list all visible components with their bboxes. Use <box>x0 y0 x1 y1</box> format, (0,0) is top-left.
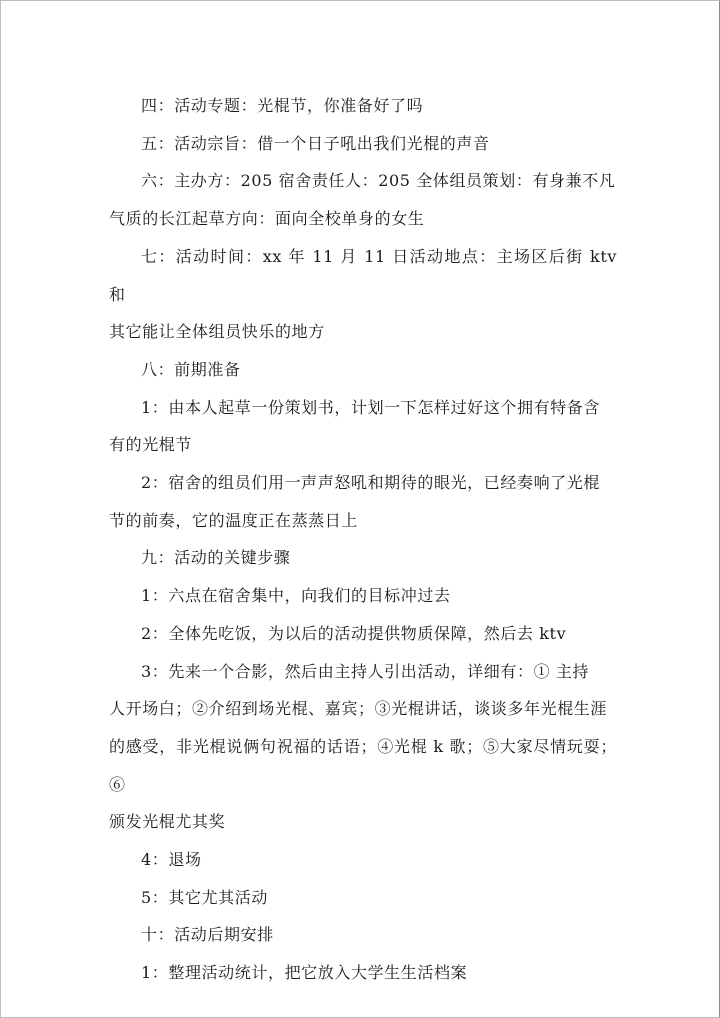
paragraph-organizer <box>109 162 617 237</box>
text-line: 颁发光棍尤其奖 <box>109 812 226 832</box>
list-item <box>109 615 617 653</box>
text-line: 人开场白；②介绍到场光棍、嘉宾；③光棍讲话，谈谈多年光棍生涯 <box>109 699 608 719</box>
text-line: 六：主办方：205 宿舍责任人：205 全体组员策划：有身兼不凡 <box>141 171 616 191</box>
text-line: 四：活动专题：光棍节，你准备好了吗 <box>141 96 424 115</box>
text-line: 七：活动时间：xx 年 11 月 11 日活动地点：主场区后街 ktv 和 <box>109 246 617 304</box>
paragraph-time-place <box>109 238 617 351</box>
list-item <box>109 389 617 464</box>
paragraph-purpose <box>109 125 617 163</box>
text-line: 气质的长江起草方向：面向全校单身的女生 <box>109 209 425 229</box>
text-line: 有的光棍节 <box>109 435 193 455</box>
section-heading-preparation <box>109 351 617 389</box>
list-item <box>109 879 617 917</box>
text-line: 2：宿舍的组员们用一声声怒吼和期待的眼光，已经奏响了光棍 <box>141 473 600 493</box>
text-line: 九：活动的关键步骤 <box>141 548 291 568</box>
document-body <box>109 87 617 992</box>
list-item <box>109 954 617 992</box>
text-line: 十：活动后期安排 <box>141 925 274 945</box>
text-line: 4：退场 <box>141 850 202 870</box>
text-line: 1：由本人起草一份策划书，计划一下怎样过好这个拥有特备含 <box>141 397 600 417</box>
text-line: 五：活动宗旨：借一个日子吼出我们光棍的声音 <box>141 133 490 153</box>
section-heading-key-steps <box>109 539 617 577</box>
text-line: 节的前奏，它的温度正在蒸蒸日上 <box>109 510 359 530</box>
text-line: 的感受，非光棍说俩句祝福的话语；④光棍 k 歌；⑤大家尽情玩耍；⑥ <box>109 736 617 794</box>
list-item <box>109 653 617 842</box>
text-line: 1：六点在宿舍集中，向我们的目标冲过去 <box>141 586 451 606</box>
text-line: 其它能让全体组员快乐的地方 <box>109 322 325 342</box>
text-line: 5：其它尤其活动 <box>141 887 268 907</box>
text-line: 1：整理活动统计，把它放入大学生生活档案 <box>141 963 468 983</box>
list-item <box>109 577 617 615</box>
list-item <box>109 841 617 879</box>
text-line: 2：全体先吃饭，为以后的活动提供物质保障，然后去 ktv <box>141 623 567 643</box>
paragraph-topic <box>109 87 617 125</box>
section-heading-follow-up <box>109 916 617 954</box>
list-item <box>109 464 617 539</box>
text-line: 八：前期准备 <box>141 359 241 379</box>
text-line: 3：先来一个合影，然后由主持人引出活动，详细有：① 主持 <box>141 661 590 681</box>
